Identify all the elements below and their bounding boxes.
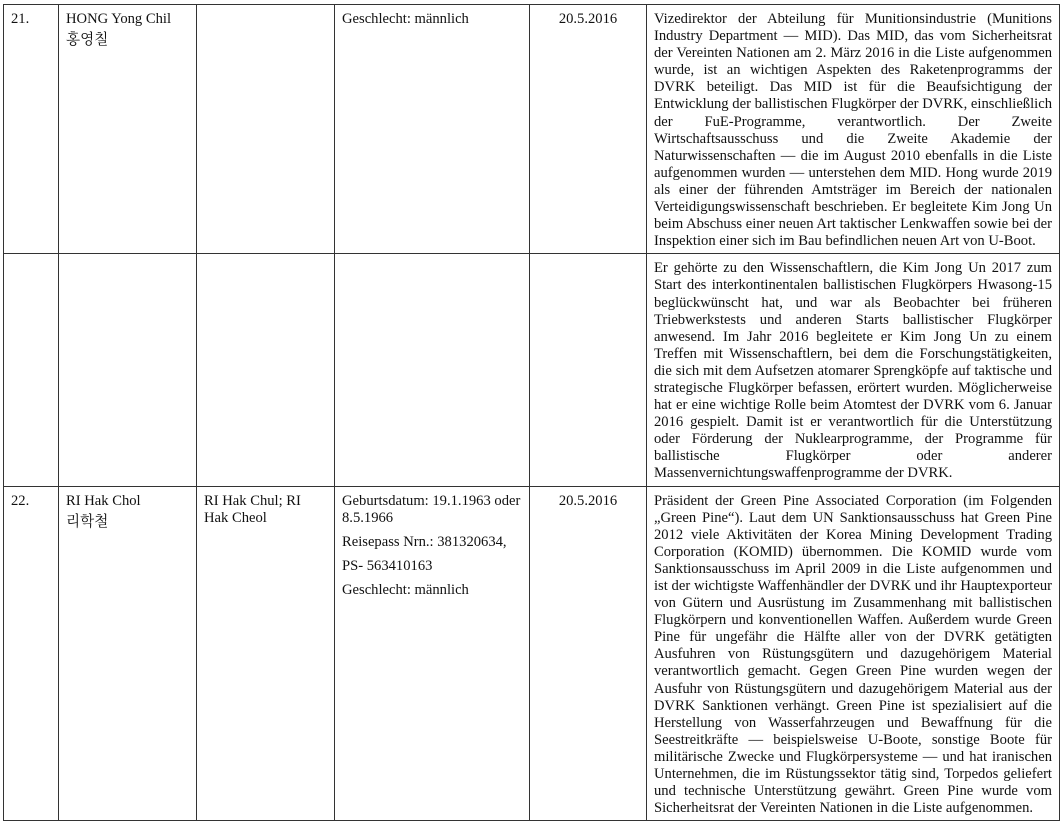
listing-date: 20.5.2016 xyxy=(530,486,647,821)
entry-number: 22. xyxy=(4,486,59,821)
entry-number xyxy=(4,254,59,486)
aliases-cell xyxy=(197,5,335,254)
identifiers-cell xyxy=(335,5,530,254)
identifier-line: Geburtsdatum: 19.1.1963 oder 8.5.1966 xyxy=(342,492,521,526)
aliases-cell xyxy=(197,254,335,486)
table-row xyxy=(4,486,1060,821)
identifier-line: Geschlecht: männlich xyxy=(342,11,469,27)
name-latin: RI Hak Chol xyxy=(66,492,141,509)
name-cell xyxy=(59,5,197,254)
name-latin: HONG Yong Chil xyxy=(66,11,172,27)
table-row xyxy=(4,254,1060,486)
name-cell xyxy=(59,486,197,821)
identifiers-cell xyxy=(335,254,530,486)
identifier-line: Reisepass Nrn.: 381320634, xyxy=(342,533,507,550)
table-row xyxy=(4,5,1060,254)
name-cell xyxy=(59,254,197,486)
aliases-cell: RI Hak Chul; RI Hak Cheol xyxy=(197,486,335,821)
name-hangul: 리학철 xyxy=(66,512,109,530)
listing-date: 20.5.2016 xyxy=(530,5,647,254)
name-hangul: 홍영칠 xyxy=(66,31,109,49)
statement-of-reasons: Er gehörte zu den Wissenschaftlern, die Kim Jong Un 2017 zum Start des interkontinentalen ballistischen Flugkörpers Hwasong-15 beglückwünscht hat, und war als Beobachter bei früheren Triebwerkstests und anderen Starts ballistischer Flugkörper anwesend. Im Jahr 2016 begleitete er Kim Jong Un zu einem Treffen mit Wissenschaftlern, bei dem die Forschungstätigkeiten, die sich mit dem Aufsetzen atomarer Sprengköpfe auf taktische und strategische Flugkörper befassen, erörtert wurden. Möglicherweise hat er eine wichtige Rolle beim Atomtest der DVRK vom 6. Januar 2016 gespielt. Damit ist er verantwortlich für die Unterstützung oder Förderung der Nuklearprogramme, der Programme für ballistische Flugkörper oder anderer Massenvernichtungswaffenprogramme der DVRK. xyxy=(647,254,1060,486)
identifier-line: PS- 563410163 xyxy=(342,557,433,574)
listing-date xyxy=(530,254,647,486)
identifiers-cell xyxy=(335,486,530,821)
statement-of-reasons: Vizedirektor der Abteilung für Munitionsindustrie (Munitions Industry Department — MID). Das MID, das vom Sicherheitsrat der Vereinten Nationen am 2. März 2016 in die Liste aufgenommen wurde, ist an wichtigen Aspekten des Raketenprogramms der DVRK beteiligt. Das MID ist für die Beaufsichtigung der Entwicklung der ballistischen Flugkörper der DVRK, einschließlich der FuE-Programme, verantwortlich. Der Zweite Wirtschaftsausschuss und die Zweite Akademie der Naturwissenschaften — die im August 2010 ebenfalls in die Liste aufgenommen wurden — unterstehen dem MID. Hong wurde 2019 als einer der führenden Amtsträger im Bereich der nationalen Verteidigungswissenschaft beschrieben. Er begleitete Kim Jong Un beim Abschuss einer neuen Art taktischer Lenkwaffen sowie bei der Inspektion einer sich im Bau befindlichen neuen Art von U-Boot. xyxy=(647,5,1060,254)
identifier-line: Geschlecht: männlich xyxy=(342,581,469,598)
statement-of-reasons: Präsident der Green Pine Associated Corporation (im Folgenden „Green Pine“). Laut dem UN Sanktionsausschuss hat Green Pine 2012 viele Aktivitäten der Korea Mining Development Trading Corporation (KOMID) übernommen. Die KOMID wurde vom Sanktionsausschuss im April 2009 in die Liste aufgenommen und ist der wichtigste Waffenhändler der DVRK und ihr Hauptexporteur von Gütern und Ausrüstung im Zusammenhang mit ballistischen Flugkörpern und konventionellen Waffen. Außerdem wurde Green Pine für ungefähr die Hälfte aller von der DVRK getätigten Ausfuhren von Rüstungsgütern und dazugehörigem Material verantwortlich gemacht. Gegen Green Pine wurden wegen der Ausfuhr von Rüstungsgütern und dazugehörigem Material aus der DVRK Sanktionen verhängt. Green Pine ist spezialisiert auf die Herstellung von Wasserfahrzeugen und Bewaffnung für die Seestreitkräfte — beispielsweise U-Boote, sonstige Boote für militärische Zwecke und Flugkörpersysteme — und hat iranischen Unternehmen, die im Rüstungssektor tätig sind, Torpedos geliefert und technische Unterstützung gewährt. Green Pine wurde vom Sicherheitsrat der Vereinten Nationen in die Liste aufgenommen. xyxy=(647,486,1060,821)
sanctions-table xyxy=(3,4,1060,821)
entry-number: 21. xyxy=(4,5,59,254)
